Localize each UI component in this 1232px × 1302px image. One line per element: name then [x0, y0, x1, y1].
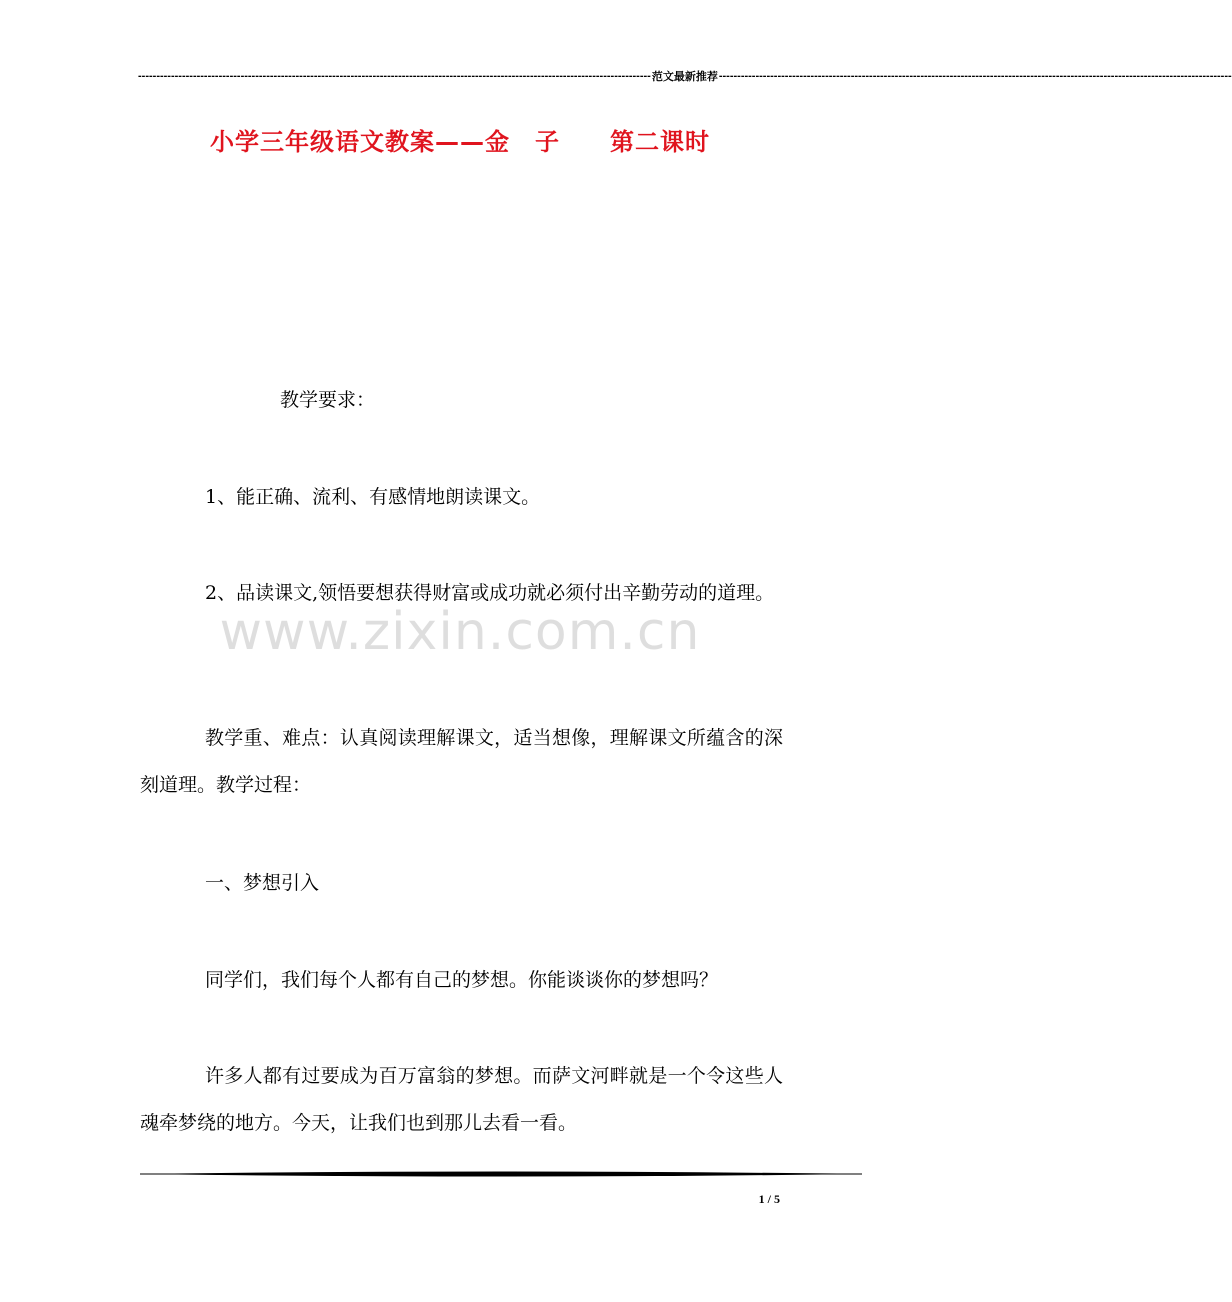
watermark: www.zixin.com.cn	[219, 602, 701, 662]
header-label: 范文最新推荐	[651, 71, 718, 83]
paragraph-section-1-heading: 一、梦想引入	[205, 872, 320, 894]
paragraph-sawen-river: 许多人都有过要成为百万富翁的梦想。而萨文河畔就是一个令这些人魂牵梦绕的地方。今天，让我们也到那儿去看一看。	[140, 1065, 783, 1134]
paragraph-requirements-heading: 教学要求：	[280, 389, 376, 411]
page-number: 1 / 5	[758, 1192, 780, 1206]
paragraph-key-points: 教学重、难点：认真阅读理解课文，适当想像，理解课文所蕴含的深刻道理。教学过程：	[140, 727, 783, 796]
document-title: 小学三年级语文教案——金 子 第二课时	[210, 128, 710, 156]
running-header	[138, 68, 1232, 84]
paragraph-requirement-1: 1、能正确、流利、有感情地朗读课文。	[205, 486, 541, 508]
paragraph-requirement-2: 2、品读课文,领悟要想获得财富或成功就必须付出辛勤劳动的道理。	[205, 582, 775, 604]
header-dashes-right: --------------------------------------------------------------------------------------------------------------------------------------------	[718, 70, 1232, 82]
footer-rule	[140, 1168, 862, 1180]
paragraph-dream-question: 同学们，我们每个人都有自己的梦想。你能谈谈你的梦想吗？	[205, 969, 719, 991]
header-dashes-left: --------------------------------------------------------------------------------------------------------------------------------------------	[138, 70, 651, 82]
